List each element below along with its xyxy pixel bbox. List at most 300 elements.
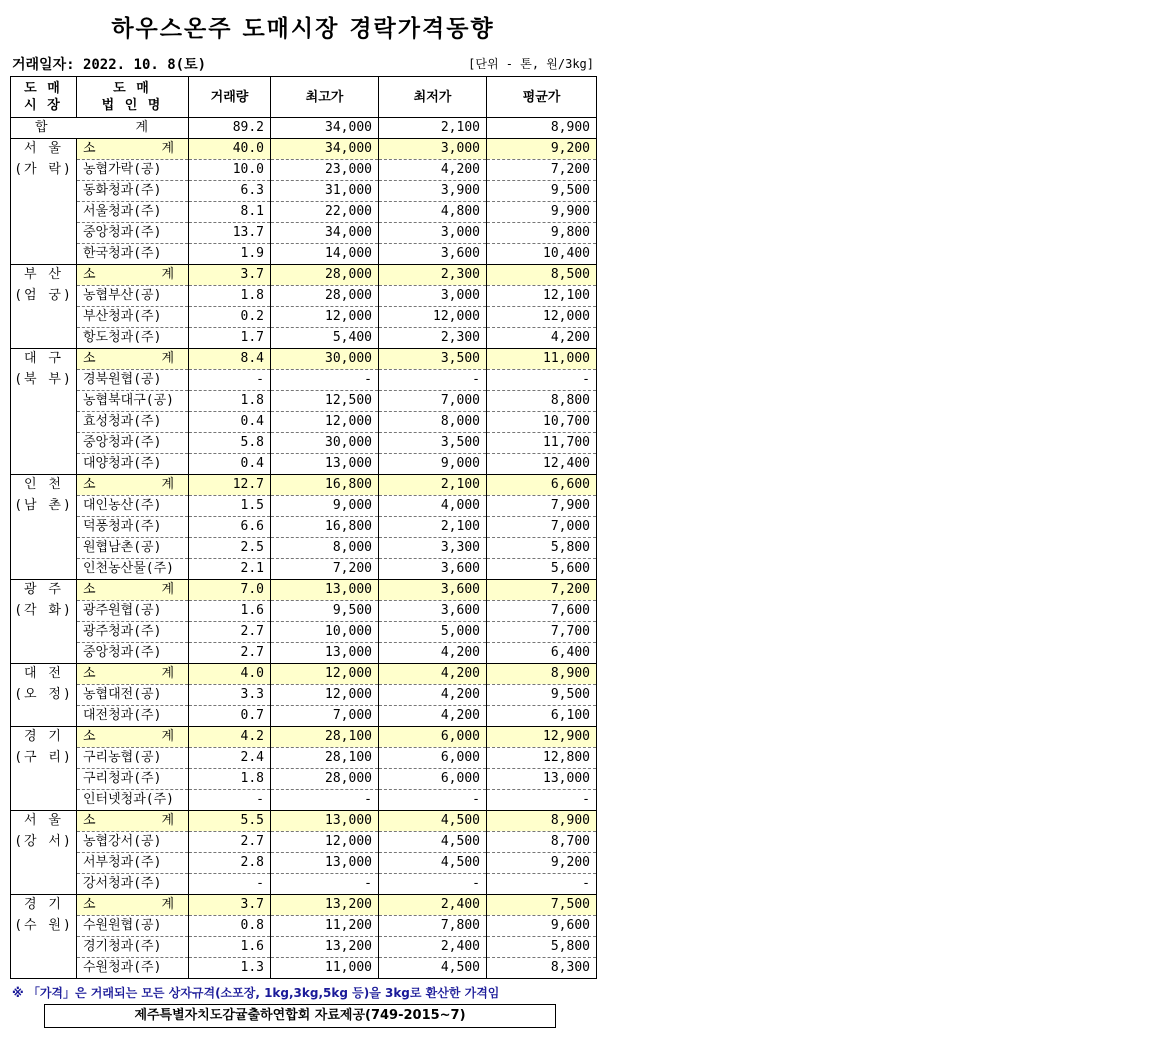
corp-name: 경북원협(공) <box>77 370 189 391</box>
cell-min: 2,100 <box>379 517 487 538</box>
market-name <box>11 139 77 265</box>
corp-name: 구리청과(주) <box>77 769 189 790</box>
cell-min: 4,800 <box>379 202 487 223</box>
corp-name: 농협부산(공) <box>77 286 189 307</box>
market-name <box>11 664 77 727</box>
subtotal-row <box>11 265 597 286</box>
market-name <box>11 727 77 811</box>
cell-volume: 8.1 <box>189 202 271 223</box>
cell-avg: 10,400 <box>487 244 597 265</box>
subtotal-volume: 40.0 <box>189 139 271 160</box>
cell-max: 9,500 <box>271 601 379 622</box>
subtotal-label-part: 소 <box>83 666 96 681</box>
cell-volume: 2.7 <box>189 643 271 664</box>
cell-volume: 10.0 <box>189 160 271 181</box>
total-volume: 89.2 <box>189 118 271 139</box>
subtotal-volume: 3.7 <box>189 265 271 286</box>
subtotal-min: 4,200 <box>379 664 487 685</box>
corp-name: 서부청과(주) <box>77 853 189 874</box>
corp-name: 대양청과(주) <box>77 454 189 475</box>
corp-name: 농협대전(공) <box>77 685 189 706</box>
cell-volume: 6.3 <box>189 181 271 202</box>
subtotal-max: 13,000 <box>271 580 379 601</box>
cell-max: 7,200 <box>271 559 379 580</box>
cell-avg: - <box>487 790 597 811</box>
cell-avg: 12,800 <box>487 748 597 769</box>
subtotal-label <box>77 664 189 685</box>
total-max: 34,000 <box>271 118 379 139</box>
subtotal-label-part: 계 <box>161 582 174 597</box>
table-row <box>11 874 597 895</box>
cell-min: 2,300 <box>379 328 487 349</box>
cell-min: 4,200 <box>379 160 487 181</box>
cell-avg: 9,500 <box>487 181 597 202</box>
corp-name: 동화청과(주) <box>77 181 189 202</box>
cell-min: 3,000 <box>379 286 487 307</box>
subtotal-avg: 9,200 <box>487 139 597 160</box>
market-name-line: 경 기 <box>24 729 63 744</box>
page-title: 하우스온주 도매시장 경락가격동향 <box>111 16 495 42</box>
table-row <box>11 286 597 307</box>
cell-min: - <box>379 370 487 391</box>
table-row <box>11 958 597 979</box>
subtotal-label-part: 소 <box>83 582 96 597</box>
total-avg: 8,900 <box>487 118 597 139</box>
cell-avg: - <box>487 370 597 391</box>
subtotal-label <box>77 811 189 832</box>
cell-volume: 0.7 <box>189 706 271 727</box>
corp-name: 원협남촌(공) <box>77 538 189 559</box>
subtotal-avg: 7,200 <box>487 580 597 601</box>
corp-name: 중앙청과(주) <box>77 643 189 664</box>
cell-max: 9,000 <box>271 496 379 517</box>
cell-avg: 9,900 <box>487 202 597 223</box>
corp-name: 중앙청과(주) <box>77 433 189 454</box>
market-name-line: (강 서) <box>14 834 73 849</box>
cell-volume: 2.8 <box>189 853 271 874</box>
cell-avg: 7,200 <box>487 160 597 181</box>
table-row <box>11 517 597 538</box>
cell-avg: 4,200 <box>487 328 597 349</box>
cell-avg: 9,800 <box>487 223 597 244</box>
cell-min: 4,500 <box>379 832 487 853</box>
table-row <box>11 307 597 328</box>
cell-min: 3,000 <box>379 223 487 244</box>
market-name-line: 부 산 <box>24 267 63 282</box>
market-name-line: (각 화) <box>14 603 73 618</box>
corp-name: 서울청과(주) <box>77 202 189 223</box>
subtotal-label <box>77 475 189 496</box>
subtotal-label-part: 계 <box>161 666 174 681</box>
header-volume: 거래량 <box>189 77 271 118</box>
cell-min: 4,200 <box>379 706 487 727</box>
cell-min: 3,600 <box>379 559 487 580</box>
subtotal-label <box>77 349 189 370</box>
subtotal-label-part: 소 <box>83 729 96 744</box>
market-name <box>11 475 77 580</box>
subtotal-volume: 12.7 <box>189 475 271 496</box>
subtotal-max: 34,000 <box>271 139 379 160</box>
subtotal-min: 2,400 <box>379 895 487 916</box>
cell-avg: 9,500 <box>487 685 597 706</box>
cell-avg: 7,000 <box>487 517 597 538</box>
cell-min: 7,000 <box>379 391 487 412</box>
cell-max: 16,800 <box>271 517 379 538</box>
cell-max: 11,000 <box>271 958 379 979</box>
subtotal-min: 2,300 <box>379 265 487 286</box>
cell-avg: 12,100 <box>487 286 597 307</box>
cell-min: 8,000 <box>379 412 487 433</box>
corp-name: 광주청과(주) <box>77 622 189 643</box>
subtotal-volume: 4.0 <box>189 664 271 685</box>
table-row <box>11 685 597 706</box>
subtotal-min: 3,600 <box>379 580 487 601</box>
table-row <box>11 160 597 181</box>
market-name-line: 인 천 <box>24 477 63 492</box>
cell-volume: 1.3 <box>189 958 271 979</box>
market-name-line: (수 원) <box>14 918 73 933</box>
cell-min: 5,000 <box>379 622 487 643</box>
cell-max: 10,000 <box>271 622 379 643</box>
corp-name: 구리농협(공) <box>77 748 189 769</box>
cell-max: 22,000 <box>271 202 379 223</box>
total-min: 2,100 <box>379 118 487 139</box>
subtotal-min: 4,500 <box>379 811 487 832</box>
cell-avg: 11,700 <box>487 433 597 454</box>
table-row <box>11 559 597 580</box>
cell-max: 30,000 <box>271 433 379 454</box>
cell-min: 12,000 <box>379 307 487 328</box>
subtotal-row <box>11 727 597 748</box>
corp-name: 광주원협(공) <box>77 601 189 622</box>
cell-avg: 9,600 <box>487 916 597 937</box>
table-row <box>11 391 597 412</box>
cell-avg: 5,800 <box>487 937 597 958</box>
cell-volume: 3.3 <box>189 685 271 706</box>
cell-volume: 2.4 <box>189 748 271 769</box>
footnote: ※ 「가격」은 거래되는 모든 상자규격(소포장, 1kg,3kg,5kg 등)을 3kg로 환산한 가격임 <box>12 986 500 1000</box>
subtotal-label-part: 소 <box>83 267 96 282</box>
cell-max: 13,000 <box>271 643 379 664</box>
cell-max: 12,000 <box>271 832 379 853</box>
subtotal-label-part: 소 <box>83 897 96 912</box>
corp-name: 수원원협(공) <box>77 916 189 937</box>
subtotal-row <box>11 139 597 160</box>
market-name-line: 서 울 <box>24 141 63 156</box>
table-row <box>11 370 597 391</box>
subtotal-label-part: 소 <box>83 813 96 828</box>
table-row <box>11 328 597 349</box>
table-row <box>11 202 597 223</box>
subtotal-row <box>11 580 597 601</box>
cell-volume: 1.5 <box>189 496 271 517</box>
cell-avg: 6,400 <box>487 643 597 664</box>
subtotal-min: 3,000 <box>379 139 487 160</box>
subtotal-max: 13,000 <box>271 811 379 832</box>
cell-max: 14,000 <box>271 244 379 265</box>
cell-max: 34,000 <box>271 223 379 244</box>
cell-max: 13,000 <box>271 454 379 475</box>
header-max: 최고가 <box>271 77 379 118</box>
table-row <box>11 223 597 244</box>
subtotal-avg: 8,900 <box>487 664 597 685</box>
corp-name: 효성청과(주) <box>77 412 189 433</box>
source-credit: 제주특별자치도감귤출하연합회 자료제공(749-2015~7) <box>44 1004 556 1028</box>
cell-avg: 13,000 <box>487 769 597 790</box>
header-market: 도 매 시 장 <box>11 77 77 118</box>
corp-name: 항도청과(주) <box>77 328 189 349</box>
cell-min: 3,600 <box>379 244 487 265</box>
cell-volume: 1.8 <box>189 391 271 412</box>
cell-max: 12,000 <box>271 685 379 706</box>
subtotal-max: 28,100 <box>271 727 379 748</box>
cell-avg: 7,900 <box>487 496 597 517</box>
corp-name: 인천농산물(주) <box>77 559 189 580</box>
subtotal-label-part: 계 <box>161 351 174 366</box>
corp-name: 대전청과(주) <box>77 706 189 727</box>
corp-name: 농협북대구(공) <box>77 391 189 412</box>
market-name-line: 광 주 <box>24 582 63 597</box>
market-name-line: 대 전 <box>24 666 63 681</box>
cell-volume: 1.9 <box>189 244 271 265</box>
market-name <box>11 349 77 475</box>
subtotal-label <box>77 727 189 748</box>
cell-max: 31,000 <box>271 181 379 202</box>
cell-volume: 13.7 <box>189 223 271 244</box>
market-name-line: (남 촌) <box>14 498 73 513</box>
corp-name: 인터넷청과(주) <box>77 790 189 811</box>
cell-volume: 2.7 <box>189 832 271 853</box>
subtotal-row <box>11 475 597 496</box>
cell-volume: - <box>189 874 271 895</box>
subtotal-avg: 8,500 <box>487 265 597 286</box>
cell-volume: 1.6 <box>189 937 271 958</box>
corp-name: 수원청과(주) <box>77 958 189 979</box>
table-body <box>11 118 597 979</box>
market-name <box>11 265 77 349</box>
subtotal-max: 13,200 <box>271 895 379 916</box>
cell-max: 28,000 <box>271 286 379 307</box>
table-row <box>11 181 597 202</box>
subtotal-max: 12,000 <box>271 664 379 685</box>
market-name <box>11 811 77 895</box>
table-row <box>11 433 597 454</box>
subtotal-volume: 4.2 <box>189 727 271 748</box>
cell-min: 4,200 <box>379 643 487 664</box>
cell-min: 6,000 <box>379 748 487 769</box>
subtotal-avg: 6,600 <box>487 475 597 496</box>
table-row <box>11 538 597 559</box>
cell-min: 4,500 <box>379 853 487 874</box>
corp-name: 경기청과(주) <box>77 937 189 958</box>
market-name-line: 경 기 <box>24 897 63 912</box>
cell-max: 7,000 <box>271 706 379 727</box>
cell-min: 4,200 <box>379 685 487 706</box>
cell-volume: 1.6 <box>189 601 271 622</box>
cell-max: 12,000 <box>271 412 379 433</box>
cell-min: 4,500 <box>379 958 487 979</box>
cell-min: 3,900 <box>379 181 487 202</box>
corp-name: 덕풍청과(주) <box>77 517 189 538</box>
market-name <box>11 895 77 979</box>
subtotal-min: 3,500 <box>379 349 487 370</box>
table-row <box>11 412 597 433</box>
market-name-line: 서 울 <box>24 813 63 828</box>
table-row <box>11 853 597 874</box>
subtotal-max: 16,800 <box>271 475 379 496</box>
subtotal-min: 2,100 <box>379 475 487 496</box>
cell-max: - <box>271 790 379 811</box>
trade-date: 거래일자: 2022. 10. 8(토) <box>12 57 207 73</box>
subtotal-label <box>77 580 189 601</box>
cell-min: 4,000 <box>379 496 487 517</box>
subtotal-volume: 7.0 <box>189 580 271 601</box>
subtotal-label-part: 소 <box>83 351 96 366</box>
subtotal-label-part: 소 <box>83 141 96 156</box>
table-row <box>11 937 597 958</box>
subtotal-label-part: 계 <box>161 477 174 492</box>
subtotal-max: 30,000 <box>271 349 379 370</box>
table-row <box>11 832 597 853</box>
cell-volume: 0.4 <box>189 454 271 475</box>
cell-avg: - <box>487 874 597 895</box>
market-name-line: (구 리) <box>14 750 73 765</box>
cell-volume: 2.7 <box>189 622 271 643</box>
subtotal-avg: 11,000 <box>487 349 597 370</box>
cell-max: 28,000 <box>271 769 379 790</box>
cell-volume: 2.5 <box>189 538 271 559</box>
cell-volume: 6.6 <box>189 517 271 538</box>
cell-avg: 5,800 <box>487 538 597 559</box>
cell-avg: 6,100 <box>487 706 597 727</box>
market-name-line: (북 부) <box>14 372 73 387</box>
table-row <box>11 769 597 790</box>
table-row <box>11 706 597 727</box>
corp-name: 한국청과(주) <box>77 244 189 265</box>
subtotal-label-part: 계 <box>161 267 174 282</box>
cell-volume: 0.8 <box>189 916 271 937</box>
subtotal-label <box>77 265 189 286</box>
cell-min: 9,000 <box>379 454 487 475</box>
subtotal-max: 28,000 <box>271 265 379 286</box>
cell-avg: 7,600 <box>487 601 597 622</box>
subtotal-label-part: 계 <box>161 897 174 912</box>
corp-name: 강서청과(주) <box>77 874 189 895</box>
corp-name: 농협가락(공) <box>77 160 189 181</box>
subtotal-row <box>11 349 597 370</box>
cell-max: 28,100 <box>271 748 379 769</box>
market-name-line: 대 구 <box>24 351 63 366</box>
cell-avg: 8,700 <box>487 832 597 853</box>
total-label: 합 계 <box>11 118 189 139</box>
cell-max: - <box>271 874 379 895</box>
subtotal-label-part: 계 <box>161 813 174 828</box>
cell-max: 11,200 <box>271 916 379 937</box>
subtotal-avg: 7,500 <box>487 895 597 916</box>
cell-avg: 5,600 <box>487 559 597 580</box>
cell-avg: 8,300 <box>487 958 597 979</box>
header-row <box>11 77 597 118</box>
cell-max: 5,400 <box>271 328 379 349</box>
cell-min: 2,400 <box>379 937 487 958</box>
header-min: 최저가 <box>379 77 487 118</box>
subtotal-label-part: 계 <box>161 729 174 744</box>
table-row <box>11 748 597 769</box>
cell-avg: 8,800 <box>487 391 597 412</box>
market-name-line: (엄 궁) <box>14 288 73 303</box>
subtotal-min: 6,000 <box>379 727 487 748</box>
cell-min: - <box>379 790 487 811</box>
table-row <box>11 622 597 643</box>
cell-max: - <box>271 370 379 391</box>
market-name-line: (가 락) <box>14 162 73 177</box>
cell-volume: 1.8 <box>189 286 271 307</box>
cell-max: 8,000 <box>271 538 379 559</box>
subtotal-volume: 5.5 <box>189 811 271 832</box>
cell-max: 12,000 <box>271 307 379 328</box>
cell-avg: 12,000 <box>487 307 597 328</box>
subtotal-avg: 8,900 <box>487 811 597 832</box>
cell-max: 13,200 <box>271 937 379 958</box>
subtotal-label <box>77 139 189 160</box>
market-name-line: (오 정) <box>14 687 73 702</box>
subtotal-volume: 3.7 <box>189 895 271 916</box>
table-row <box>11 496 597 517</box>
cell-volume: - <box>189 790 271 811</box>
cell-volume: 5.8 <box>189 433 271 454</box>
subtotal-label-part: 계 <box>161 141 174 156</box>
cell-min: 7,800 <box>379 916 487 937</box>
subtotal-row <box>11 811 597 832</box>
table-row <box>11 790 597 811</box>
cell-volume: 0.4 <box>189 412 271 433</box>
cell-min: 3,500 <box>379 433 487 454</box>
table-row <box>11 244 597 265</box>
cell-volume: 1.7 <box>189 328 271 349</box>
header-avg: 평균가 <box>487 77 597 118</box>
subtotal-label-part: 소 <box>83 477 96 492</box>
cell-avg: 10,700 <box>487 412 597 433</box>
table-row <box>11 601 597 622</box>
corp-name: 중앙청과(주) <box>77 223 189 244</box>
total-row <box>11 118 597 139</box>
cell-volume: 2.1 <box>189 559 271 580</box>
cell-volume: - <box>189 370 271 391</box>
table-row <box>11 454 597 475</box>
cell-volume: 0.2 <box>189 307 271 328</box>
table-row <box>11 916 597 937</box>
subtotal-volume: 8.4 <box>189 349 271 370</box>
cell-max: 12,500 <box>271 391 379 412</box>
unit-note: [단위 - 톤, 원/3kg] <box>468 57 594 71</box>
cell-avg: 7,700 <box>487 622 597 643</box>
corp-name: 부산청과(주) <box>77 307 189 328</box>
subtotal-avg: 12,900 <box>487 727 597 748</box>
cell-volume: 1.8 <box>189 769 271 790</box>
cell-avg: 9,200 <box>487 853 597 874</box>
subtotal-row <box>11 895 597 916</box>
market-name <box>11 580 77 664</box>
corp-name: 농협강서(공) <box>77 832 189 853</box>
cell-min: 3,600 <box>379 601 487 622</box>
corp-name: 대인농산(주) <box>77 496 189 517</box>
subtotal-label <box>77 895 189 916</box>
cell-min: - <box>379 874 487 895</box>
cell-min: 6,000 <box>379 769 487 790</box>
cell-avg: 12,400 <box>487 454 597 475</box>
price-table <box>10 76 597 979</box>
table-row <box>11 643 597 664</box>
